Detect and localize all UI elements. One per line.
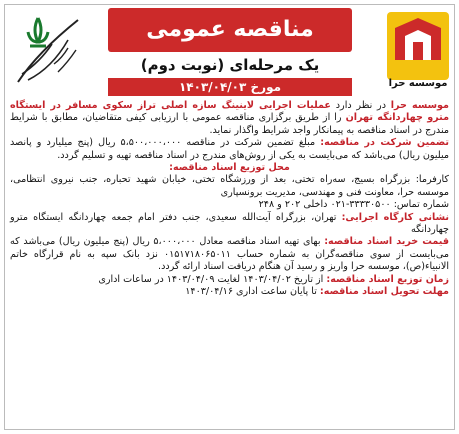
dist-time-text: از تاریخ ۱۴۰۳/۰۴/۰۲ لغایت ۱۴۰۳/۰۴/۰۹ در ساعات اداری <box>98 273 327 285</box>
intro-text-b: را از طریق برگزاری مناقصه عمومی با ارزیابی کیفی متقاضیان، مطابق با شرایط مندرج در اسناد مناقصه به پیمانکار واجد شرایط واگذار نماید. <box>10 112 449 136</box>
deadline-label: مهلت تحویل اسناد مناقصه: <box>319 286 449 298</box>
page-subtitle: یک مرحله‌ای (نوبت دوم) <box>140 56 320 74</box>
docs-place-paragraph <box>10 162 449 199</box>
guarantee-text: مبلغ تضمین شرکت در مناقصه ۵،۵۰۰،۰۰۰،۰۰۰ ریال (پنج میلیارد و پانصد میلیون ریال) می‌باشد که می‌بایست به یکی از روش‌های مندرج در اسناد مناقصه تهیه و تسلیم گردد. <box>10 137 449 161</box>
guarantee-label: تضمین شرکت در مناقصه: <box>320 137 449 149</box>
price-paragraph <box>10 236 449 273</box>
khatam-emblem-icon <box>8 10 88 90</box>
phone-paragraph <box>10 199 449 211</box>
phone-text: شماره تماس: ۳۳۳۳۰۵۰۰-۰۲۱ داخلی ۲۰۲ و ۲۴۸ <box>258 199 449 211</box>
guarantee-paragraph <box>10 137 449 162</box>
intro-paragraph <box>10 100 449 137</box>
project-name: عملیات اجرایی لاینینگ سازه اصلی تراز سکوی مسافر در ایستگاه مترو چهاردانگه تهران <box>10 100 450 124</box>
site-text: تهران، بزرگراه آیت‌الله سعیدی، جنب دفتر امام جمعه چهاردانگه ایستگاه مترو چهاردانگه <box>10 211 449 236</box>
hera-logo-label: موسسه حرا <box>388 78 448 89</box>
deadline-paragraph <box>10 286 449 298</box>
page-title: مناقصه عمومی <box>108 8 352 52</box>
dist-time-label: زمان توزیع اسناد مناقصه: <box>326 273 449 285</box>
docs-place-label: محل توزیع اسناد مناقصه: <box>169 162 290 174</box>
site-paragraph <box>10 212 449 237</box>
intro-text-a: در نظر دارد <box>330 100 391 111</box>
price-text: بهای تهیه اسناد مناقصه معادل ۵،۰۰۰،۰۰۰ ریال (پنج میلیون ریال) می‌باشد که می‌بایست از سوی مناقصه‌گران به شماره حساب ۰۱۵۱۷۱۸۰۶۵۰۱۱ نزد بانک سپه به نام قرارگاه خاتم الانبیاء(ص)، موسسه حرا واریز و رسید آن هنگام دریافت اسناد ارائه گردد. <box>10 236 449 273</box>
site-label: نشانی کارگاه اجرایی: <box>341 211 449 223</box>
price-label: قیمت خرید اسناد مناقصه: <box>324 236 449 248</box>
dist-time-paragraph <box>10 274 449 286</box>
org-name: موسسه حرا <box>390 100 449 111</box>
notice-body <box>10 100 449 430</box>
date-banner: مورخ ۱۴۰۳/۰۴/۰۳ <box>108 78 352 96</box>
docs-place-text: کارفرما: بزرگراه بسیج، سه‌راه تختی، بعد از ورزشگاه تختی، خیابان شهید تحباره، جنب نیروی انتظامی، موسسه حرا، معاونت فنی و مهندسی، مدیریت برونسپاری <box>10 174 449 198</box>
deadline-text: تا پایان ساعت اداری ۱۴۰۳/۰۴/۱۶ <box>185 286 320 298</box>
